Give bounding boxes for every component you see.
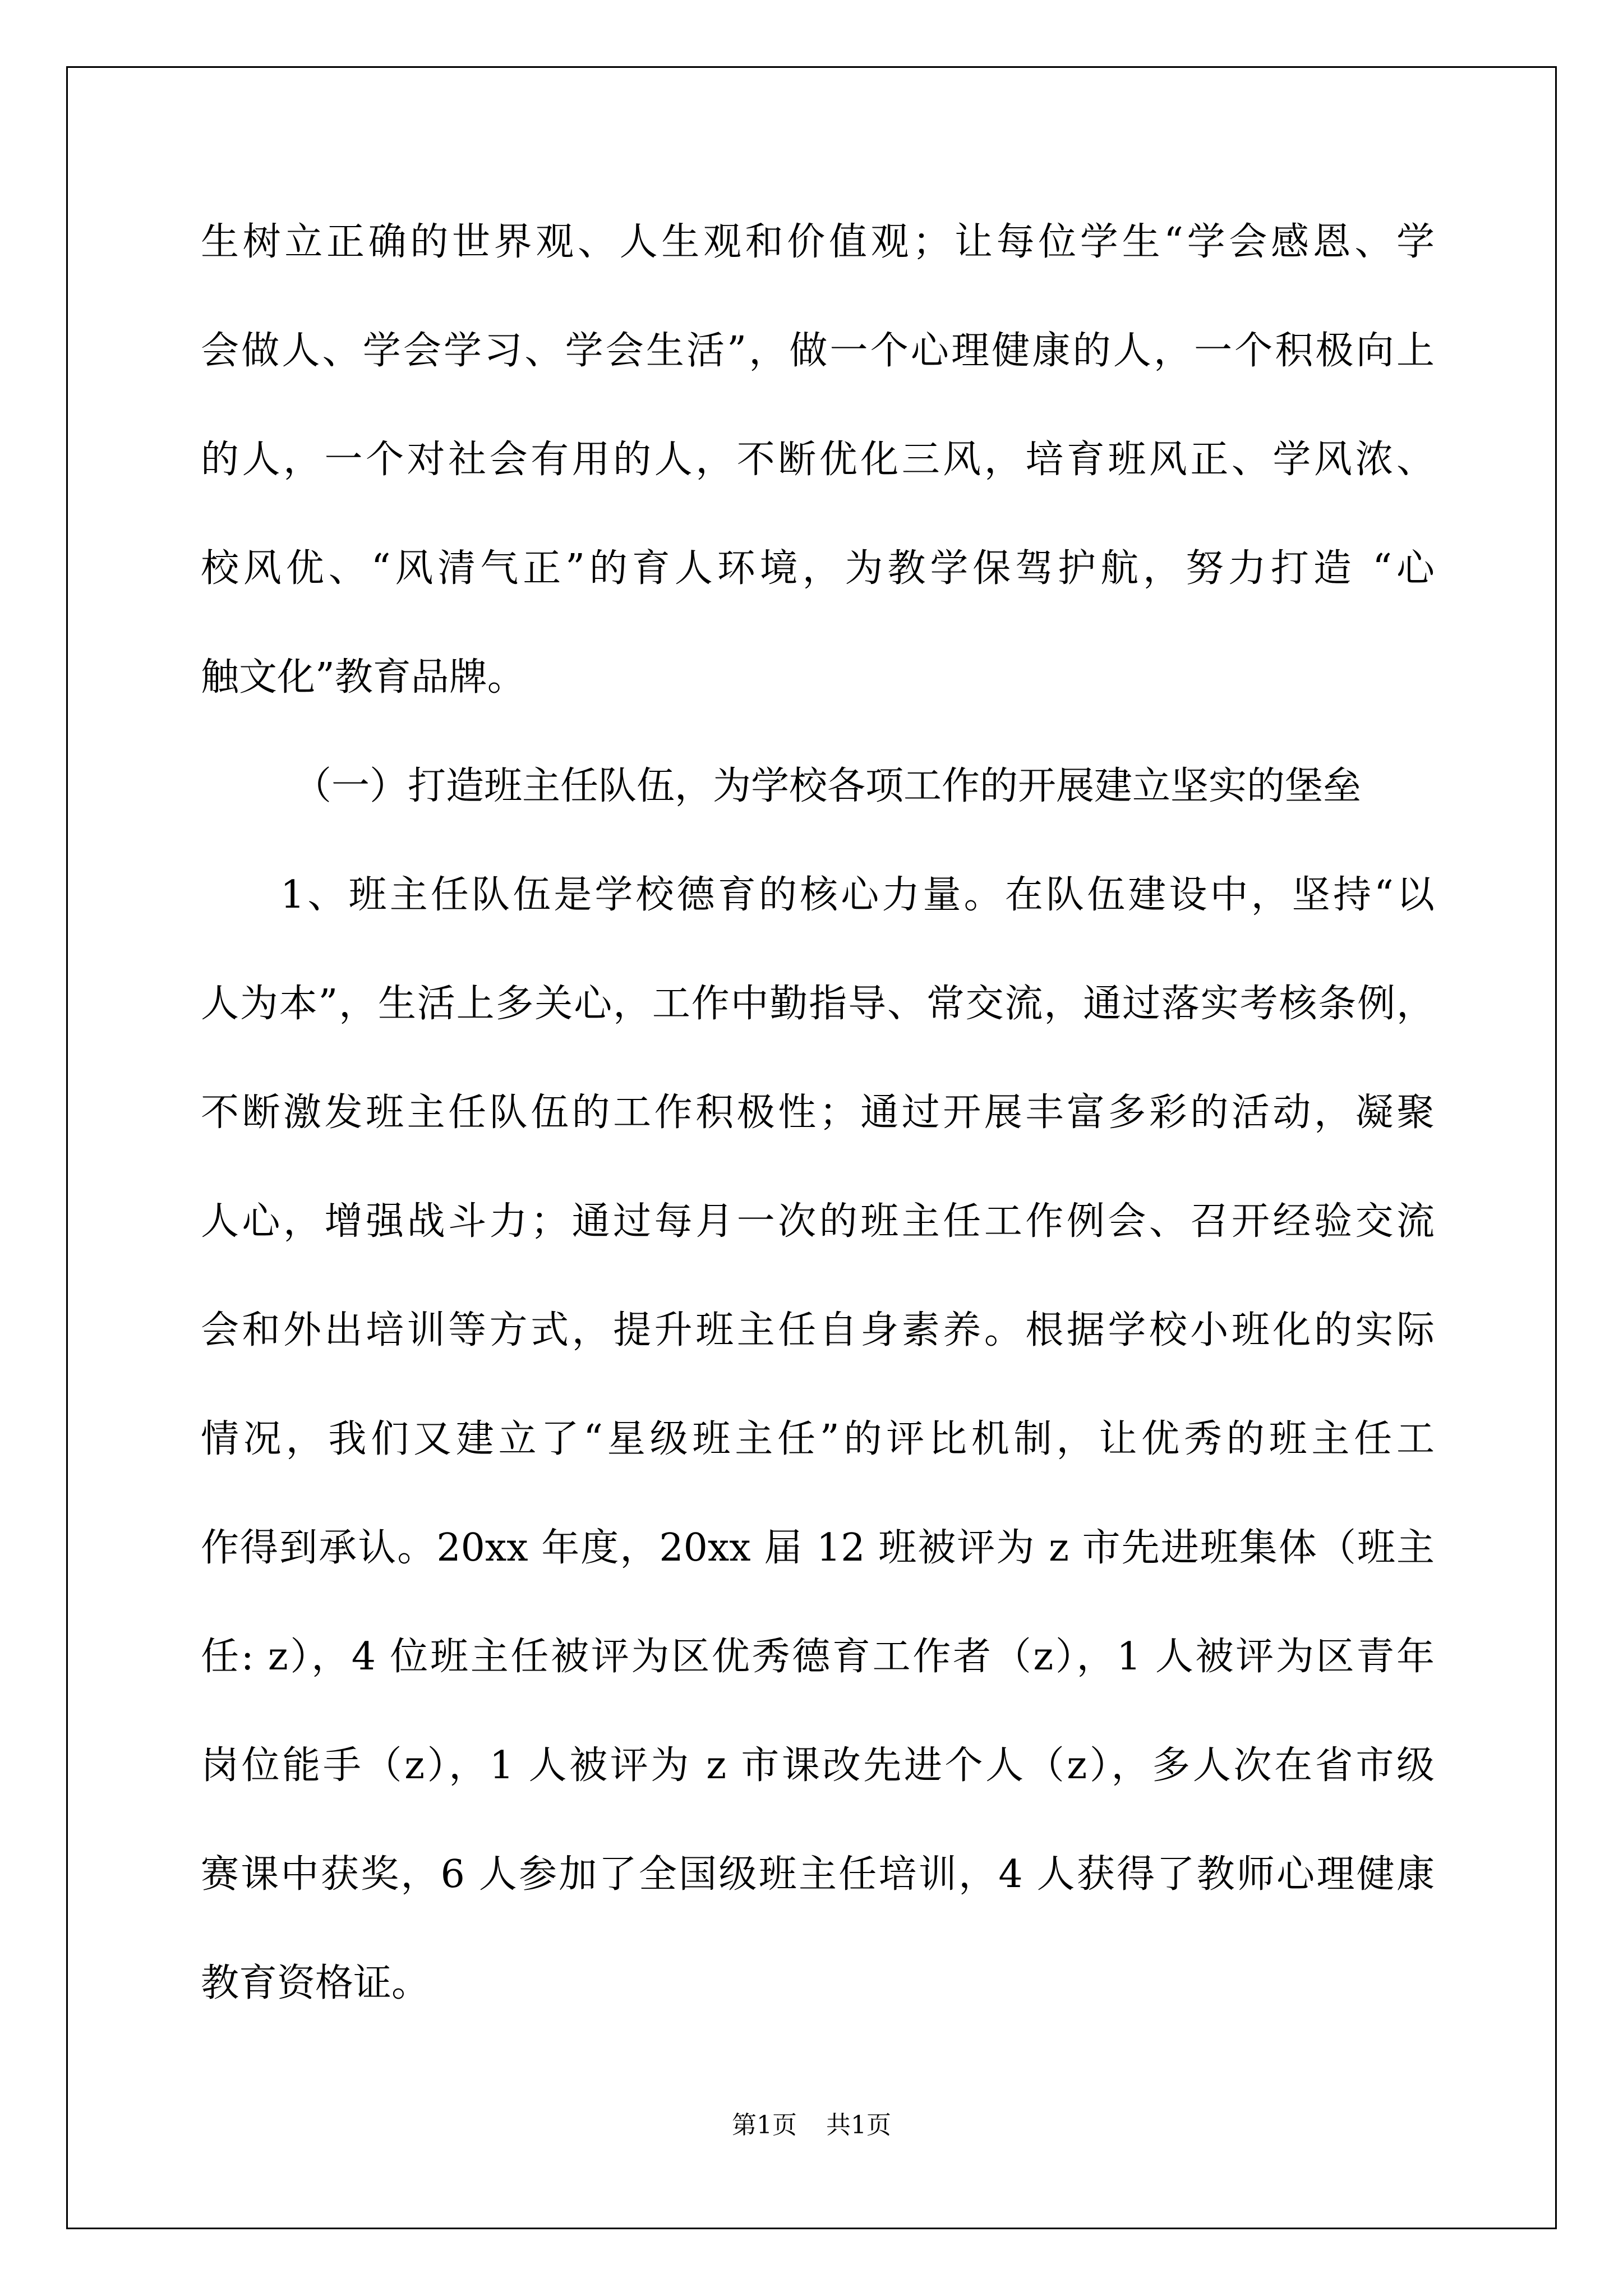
page-total: 共1页: [826, 2111, 891, 2139]
document-body: [201, 188, 1435, 2038]
text-line: 岗位能手（z），1 人被评为 z 市课改先进个人（z），多人次在省市级: [201, 1743, 1435, 1788]
page-number: 第1页: [732, 2111, 797, 2139]
text-line: 作得到承认。20xx 年度，20xx 届 12 班被评为 z 市先进班集体（班主: [201, 1526, 1435, 1570]
text-line: 1、班主任队伍是学校德育的核心力量。在队伍建设中，坚持“以: [280, 873, 1435, 917]
text-line: 校风优、“风清气正”的育人环境，为教学保驾护航，努力打造 “心: [201, 546, 1435, 591]
text-line: 会和外出培训等方式，提升班主任自身素养。根据学校小班化的实际: [201, 1308, 1435, 1352]
text-line: 情况，我们又建立了“星级班主任”的评比机制，让优秀的班主任工: [201, 1417, 1435, 1461]
text-line: 赛课中获奖，6 人参加了全国级班主任培训，4 人获得了教师心理健康: [201, 1852, 1435, 1897]
text-line: 人心，增强战斗力；通过每月一次的班主任工作例会、召开经验交流: [201, 1199, 1435, 1244]
text-line: 任: z），4 位班主任被评为区优秀德育工作者（z），1 人被评为区青年: [201, 1635, 1435, 1679]
text-line: 教育资格证。: [201, 1961, 430, 2005]
text-line: 的人，一个对社会有用的人，不断优化三风，培育班风正、学风浓、: [201, 438, 1435, 482]
text-line: 人为本”，生活上多关心，工作中勤指导、常交流，通过落实考核条例，: [201, 982, 1435, 1026]
text-line: 不断激发班主任队伍的工作积极性；通过开展丰富多彩的活动，凝聚: [201, 1091, 1435, 1135]
text-line: 生树立正确的世界观、人生观和价值观；让每位学生“学会感恩、学: [201, 220, 1435, 264]
section-heading: （一）打造班主任队伍，为学校各项工作的开展建立坚实的堡垒: [293, 764, 1362, 808]
text-line: 会做人、学会学习、学会生活”，做一个心理健康的人，一个积极向上: [201, 329, 1435, 373]
text-line: 触文化”教育品牌。: [201, 655, 525, 700]
page-footer: [0, 2105, 1623, 2141]
